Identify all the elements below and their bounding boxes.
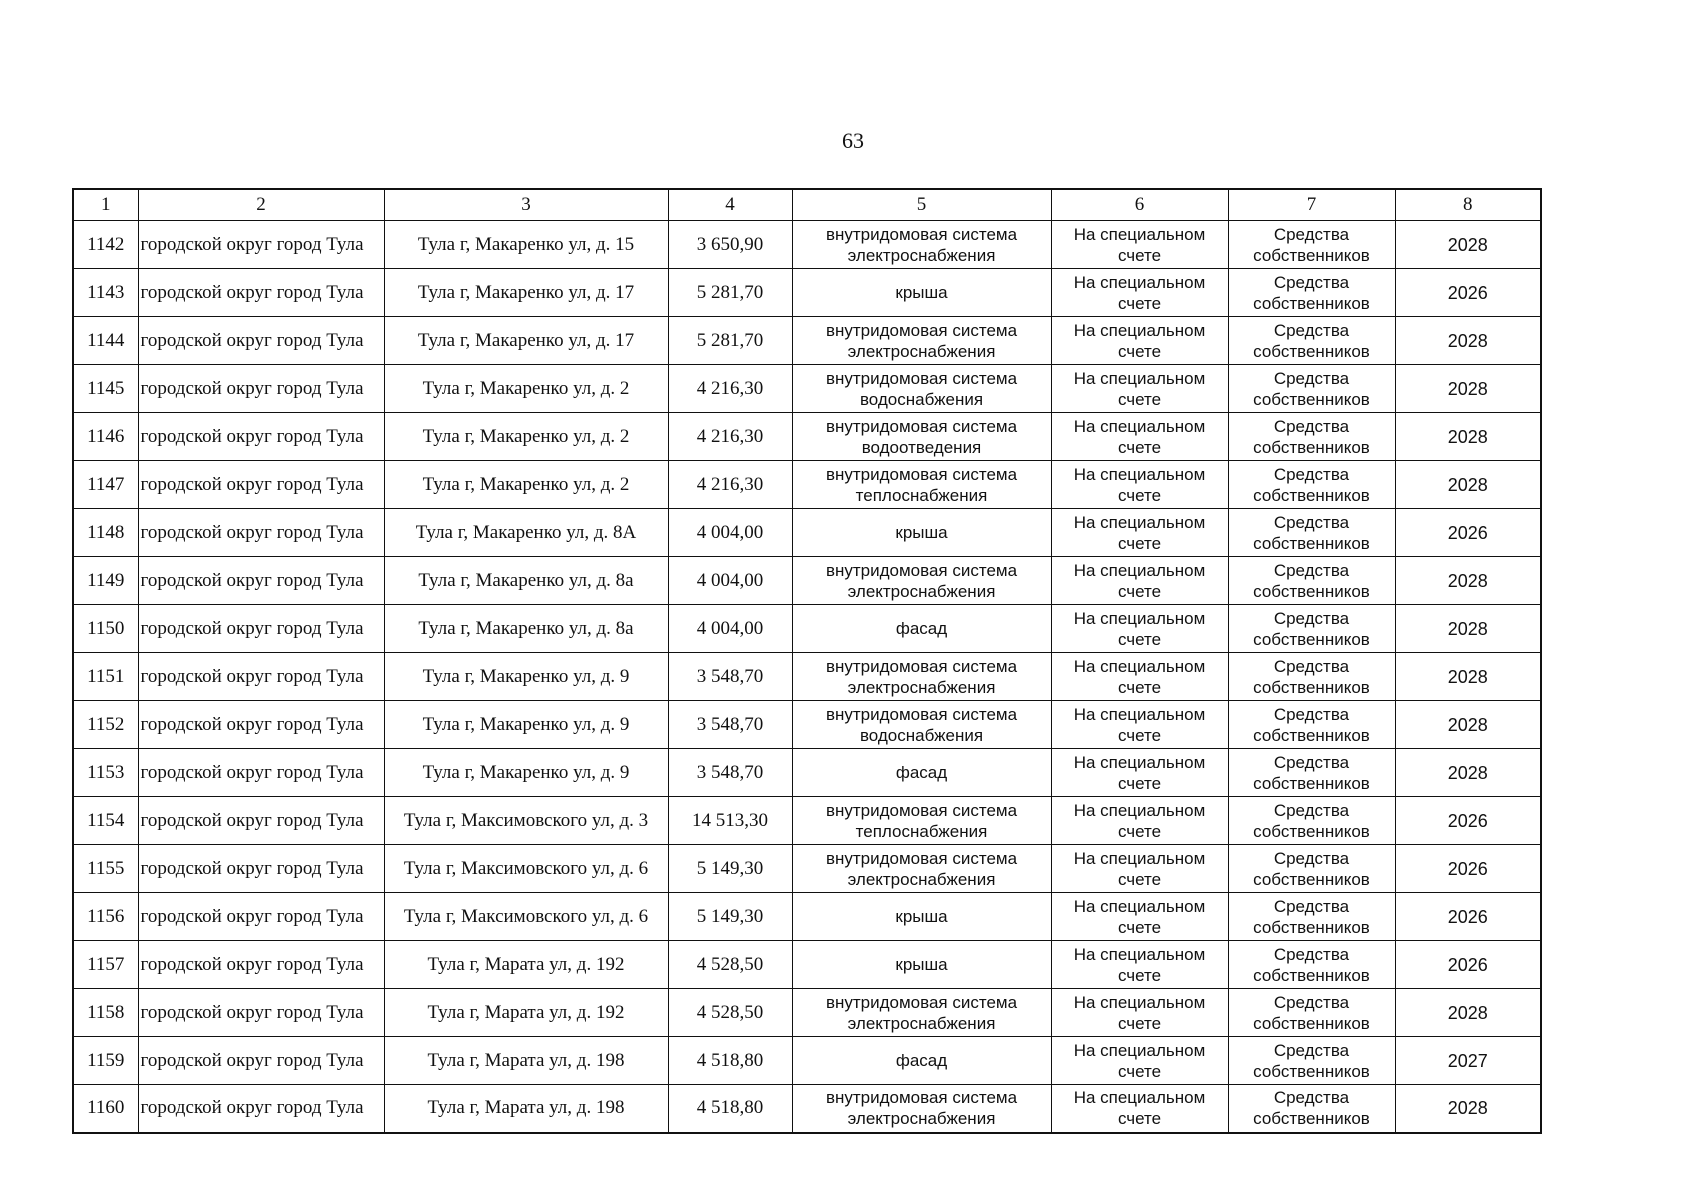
work-type-cell: внутридомовая система электроснабжения bbox=[792, 317, 1051, 365]
account-method-cell: На специальном счете bbox=[1051, 1085, 1228, 1133]
row-number: 1142 bbox=[73, 221, 138, 269]
address-cell: Тула г, Макаренко ул, д. 2 bbox=[384, 365, 668, 413]
work-type-cell: фасад bbox=[792, 605, 1051, 653]
address-cell: Тула г, Макаренко ул, д. 8а bbox=[384, 605, 668, 653]
table-row bbox=[73, 461, 1541, 509]
municipality-cell: городской округ город Тула bbox=[138, 221, 384, 269]
row-number: 1159 bbox=[73, 1037, 138, 1085]
address-cell: Тула г, Макаренко ул, д. 9 bbox=[384, 653, 668, 701]
address-cell: Тула г, Максимовского ул, д. 3 bbox=[384, 797, 668, 845]
funding-source-cell: Средства собственников bbox=[1228, 797, 1395, 845]
area-cell: 3 548,70 bbox=[668, 749, 792, 797]
funding-source-cell: Средства собственников bbox=[1228, 509, 1395, 557]
area-cell: 5 281,70 bbox=[668, 269, 792, 317]
municipality-cell: городской округ город Тула bbox=[138, 605, 384, 653]
work-type-cell: внутридомовая система водоснабжения bbox=[792, 365, 1051, 413]
funding-source-cell: Средства собственников bbox=[1228, 1037, 1395, 1085]
column-number-row bbox=[73, 189, 1541, 221]
column-header: 8 bbox=[1395, 189, 1541, 221]
work-type-cell: внутридомовая система теплоснабжения bbox=[792, 461, 1051, 509]
funding-source-cell: Средства собственников bbox=[1228, 365, 1395, 413]
area-cell: 4 216,30 bbox=[668, 365, 792, 413]
address-cell: Тула г, Макаренко ул, д. 8а bbox=[384, 557, 668, 605]
column-header: 5 bbox=[792, 189, 1051, 221]
account-method-cell: На специальном счете bbox=[1051, 749, 1228, 797]
area-cell: 3 650,90 bbox=[668, 221, 792, 269]
address-cell: Тула г, Марата ул, д. 192 bbox=[384, 941, 668, 989]
table-row bbox=[73, 749, 1541, 797]
funding-source-cell: Средства собственников bbox=[1228, 461, 1395, 509]
municipality-cell: городской округ город Тула bbox=[138, 317, 384, 365]
work-type-cell: фасад bbox=[792, 749, 1051, 797]
column-header: 2 bbox=[138, 189, 384, 221]
work-type-cell: внутридомовая система электроснабжения bbox=[792, 557, 1051, 605]
area-cell: 14 513,30 bbox=[668, 797, 792, 845]
address-cell: Тула г, Марата ул, д. 192 bbox=[384, 989, 668, 1037]
row-number: 1160 bbox=[73, 1085, 138, 1133]
account-method-cell: На специальном счете bbox=[1051, 845, 1228, 893]
area-cell: 4 004,00 bbox=[668, 557, 792, 605]
area-cell: 4 528,50 bbox=[668, 941, 792, 989]
account-method-cell: На специальном счете bbox=[1051, 557, 1228, 605]
address-cell: Тула г, Макаренко ул, д. 2 bbox=[384, 413, 668, 461]
table-row bbox=[73, 605, 1541, 653]
municipality-cell: городской округ город Тула bbox=[138, 461, 384, 509]
address-cell: Тула г, Макаренко ул, д. 8А bbox=[384, 509, 668, 557]
account-method-cell: На специальном счете bbox=[1051, 269, 1228, 317]
column-header: 7 bbox=[1228, 189, 1395, 221]
year-cell: 2026 bbox=[1395, 941, 1541, 989]
municipality-cell: городской округ город Тула bbox=[138, 557, 384, 605]
row-number: 1147 bbox=[73, 461, 138, 509]
work-type-cell: внутридомовая система водоснабжения bbox=[792, 701, 1051, 749]
table-row bbox=[73, 221, 1541, 269]
municipality-cell: городской округ город Тула bbox=[138, 1037, 384, 1085]
year-cell: 2027 bbox=[1395, 1037, 1541, 1085]
account-method-cell: На специальном счете bbox=[1051, 1037, 1228, 1085]
work-type-cell: внутридомовая система водоотведения bbox=[792, 413, 1051, 461]
area-cell: 4 528,50 bbox=[668, 989, 792, 1037]
work-type-cell: внутридомовая система теплоснабжения bbox=[792, 797, 1051, 845]
address-cell: Тула г, Макаренко ул, д. 17 bbox=[384, 317, 668, 365]
municipality-cell: городской округ город Тула bbox=[138, 845, 384, 893]
address-cell: Тула г, Макаренко ул, д. 17 bbox=[384, 269, 668, 317]
municipality-cell: городской округ город Тула bbox=[138, 653, 384, 701]
work-type-cell: внутридомовая система электроснабжения bbox=[792, 989, 1051, 1037]
row-number: 1153 bbox=[73, 749, 138, 797]
funding-source-cell: Средства собственников bbox=[1228, 413, 1395, 461]
row-number: 1154 bbox=[73, 797, 138, 845]
funding-source-cell: Средства собственников bbox=[1228, 941, 1395, 989]
row-number: 1143 bbox=[73, 269, 138, 317]
year-cell: 2028 bbox=[1395, 989, 1541, 1037]
municipality-cell: городской округ город Тула bbox=[138, 989, 384, 1037]
address-cell: Тула г, Максимовского ул, д. 6 bbox=[384, 845, 668, 893]
account-method-cell: На специальном счете bbox=[1051, 317, 1228, 365]
year-cell: 2026 bbox=[1395, 269, 1541, 317]
account-method-cell: На специальном счете bbox=[1051, 893, 1228, 941]
table-row bbox=[73, 557, 1541, 605]
municipality-cell: городской округ город Тула bbox=[138, 701, 384, 749]
table-header bbox=[73, 189, 1541, 221]
funding-source-cell: Средства собственников bbox=[1228, 701, 1395, 749]
row-number: 1150 bbox=[73, 605, 138, 653]
funding-source-cell: Средства собственников bbox=[1228, 653, 1395, 701]
year-cell: 2028 bbox=[1395, 701, 1541, 749]
work-type-cell: внутридомовая система электроснабжения bbox=[792, 221, 1051, 269]
year-cell: 2028 bbox=[1395, 749, 1541, 797]
address-cell: Тула г, Марата ул, д. 198 bbox=[384, 1085, 668, 1133]
row-number: 1158 bbox=[73, 989, 138, 1037]
table-row bbox=[73, 797, 1541, 845]
column-header: 1 bbox=[73, 189, 138, 221]
table-row bbox=[73, 653, 1541, 701]
table-row bbox=[73, 1085, 1541, 1133]
year-cell: 2028 bbox=[1395, 461, 1541, 509]
table-row bbox=[73, 317, 1541, 365]
municipality-cell: городской округ город Тула bbox=[138, 941, 384, 989]
column-header: 6 bbox=[1051, 189, 1228, 221]
row-number: 1156 bbox=[73, 893, 138, 941]
work-type-cell: крыша bbox=[792, 269, 1051, 317]
page-number: 63 bbox=[842, 128, 864, 153]
municipality-cell: городской округ город Тула bbox=[138, 749, 384, 797]
row-number: 1146 bbox=[73, 413, 138, 461]
account-method-cell: На специальном счете bbox=[1051, 509, 1228, 557]
funding-source-cell: Средства собственников bbox=[1228, 605, 1395, 653]
table-body bbox=[73, 221, 1541, 1133]
work-type-cell: крыша bbox=[792, 893, 1051, 941]
municipality-cell: городской округ город Тула bbox=[138, 893, 384, 941]
area-cell: 4 004,00 bbox=[668, 509, 792, 557]
account-method-cell: На специальном счете bbox=[1051, 989, 1228, 1037]
municipality-cell: городской округ город Тула bbox=[138, 269, 384, 317]
work-type-cell: внутридомовая система электроснабжения bbox=[792, 653, 1051, 701]
funding-source-cell: Средства собственников bbox=[1228, 989, 1395, 1037]
row-number: 1148 bbox=[73, 509, 138, 557]
account-method-cell: На специальном счете bbox=[1051, 941, 1228, 989]
work-type-cell: фасад bbox=[792, 1037, 1051, 1085]
area-cell: 4 518,80 bbox=[668, 1085, 792, 1133]
row-number: 1157 bbox=[73, 941, 138, 989]
year-cell: 2028 bbox=[1395, 605, 1541, 653]
address-cell: Тула г, Максимовского ул, д. 6 bbox=[384, 893, 668, 941]
year-cell: 2028 bbox=[1395, 557, 1541, 605]
row-number: 1155 bbox=[73, 845, 138, 893]
area-cell: 4 216,30 bbox=[668, 413, 792, 461]
table-row bbox=[73, 893, 1541, 941]
table-row bbox=[73, 413, 1541, 461]
area-cell: 5 149,30 bbox=[668, 893, 792, 941]
funding-source-cell: Средства собственников bbox=[1228, 269, 1395, 317]
funding-source-cell: Средства собственников bbox=[1228, 893, 1395, 941]
area-cell: 4 004,00 bbox=[668, 605, 792, 653]
address-cell: Тула г, Макаренко ул, д. 2 bbox=[384, 461, 668, 509]
work-type-cell: крыша bbox=[792, 509, 1051, 557]
municipality-cell: городской округ город Тула bbox=[138, 413, 384, 461]
year-cell: 2028 bbox=[1395, 653, 1541, 701]
table-row bbox=[73, 941, 1541, 989]
funding-source-cell: Средства собственников bbox=[1228, 1085, 1395, 1133]
area-cell: 4 216,30 bbox=[668, 461, 792, 509]
table-row bbox=[73, 845, 1541, 893]
year-cell: 2026 bbox=[1395, 797, 1541, 845]
funding-source-cell: Средства собственников bbox=[1228, 749, 1395, 797]
address-cell: Тула г, Макаренко ул, д. 9 bbox=[384, 749, 668, 797]
column-header: 4 bbox=[668, 189, 792, 221]
year-cell: 2028 bbox=[1395, 317, 1541, 365]
year-cell: 2026 bbox=[1395, 845, 1541, 893]
address-cell: Тула г, Макаренко ул, д. 9 bbox=[384, 701, 668, 749]
funding-source-cell: Средства собственников bbox=[1228, 845, 1395, 893]
year-cell: 2026 bbox=[1395, 509, 1541, 557]
repair-schedule-table bbox=[72, 188, 1542, 1134]
funding-source-cell: Средства собственников bbox=[1228, 317, 1395, 365]
municipality-cell: городской округ город Тула bbox=[138, 797, 384, 845]
year-cell: 2028 bbox=[1395, 365, 1541, 413]
row-number: 1151 bbox=[73, 653, 138, 701]
row-number: 1144 bbox=[73, 317, 138, 365]
account-method-cell: На специальном счете bbox=[1051, 221, 1228, 269]
account-method-cell: На специальном счете bbox=[1051, 653, 1228, 701]
account-method-cell: На специальном счете bbox=[1051, 365, 1228, 413]
area-cell: 5 149,30 bbox=[668, 845, 792, 893]
funding-source-cell: Средства собственников bbox=[1228, 557, 1395, 605]
work-type-cell: внутридомовая система электроснабжения bbox=[792, 1085, 1051, 1133]
row-number: 1149 bbox=[73, 557, 138, 605]
address-cell: Тула г, Макаренко ул, д. 15 bbox=[384, 221, 668, 269]
account-method-cell: На специальном счете bbox=[1051, 461, 1228, 509]
municipality-cell: городской округ город Тула bbox=[138, 1085, 384, 1133]
year-cell: 2028 bbox=[1395, 221, 1541, 269]
table-row bbox=[73, 509, 1541, 557]
area-cell: 5 281,70 bbox=[668, 317, 792, 365]
funding-source-cell: Средства собственников bbox=[1228, 221, 1395, 269]
table-row bbox=[73, 365, 1541, 413]
area-cell: 3 548,70 bbox=[668, 653, 792, 701]
account-method-cell: На специальном счете bbox=[1051, 605, 1228, 653]
area-cell: 3 548,70 bbox=[668, 701, 792, 749]
table-row bbox=[73, 269, 1541, 317]
table-row bbox=[73, 1037, 1541, 1085]
work-type-cell: крыша bbox=[792, 941, 1051, 989]
table-row bbox=[73, 701, 1541, 749]
row-number: 1145 bbox=[73, 365, 138, 413]
year-cell: 2028 bbox=[1395, 413, 1541, 461]
account-method-cell: На специальном счете bbox=[1051, 413, 1228, 461]
table-row bbox=[73, 989, 1541, 1037]
column-header: 3 bbox=[384, 189, 668, 221]
row-number: 1152 bbox=[73, 701, 138, 749]
address-cell: Тула г, Марата ул, д. 198 bbox=[384, 1037, 668, 1085]
work-type-cell: внутридомовая система электроснабжения bbox=[792, 845, 1051, 893]
account-method-cell: На специальном счете bbox=[1051, 701, 1228, 749]
year-cell: 2028 bbox=[1395, 1085, 1541, 1133]
municipality-cell: городской округ город Тула bbox=[138, 365, 384, 413]
municipality-cell: городской округ город Тула bbox=[138, 509, 384, 557]
area-cell: 4 518,80 bbox=[668, 1037, 792, 1085]
account-method-cell: На специальном счете bbox=[1051, 797, 1228, 845]
year-cell: 2026 bbox=[1395, 893, 1541, 941]
